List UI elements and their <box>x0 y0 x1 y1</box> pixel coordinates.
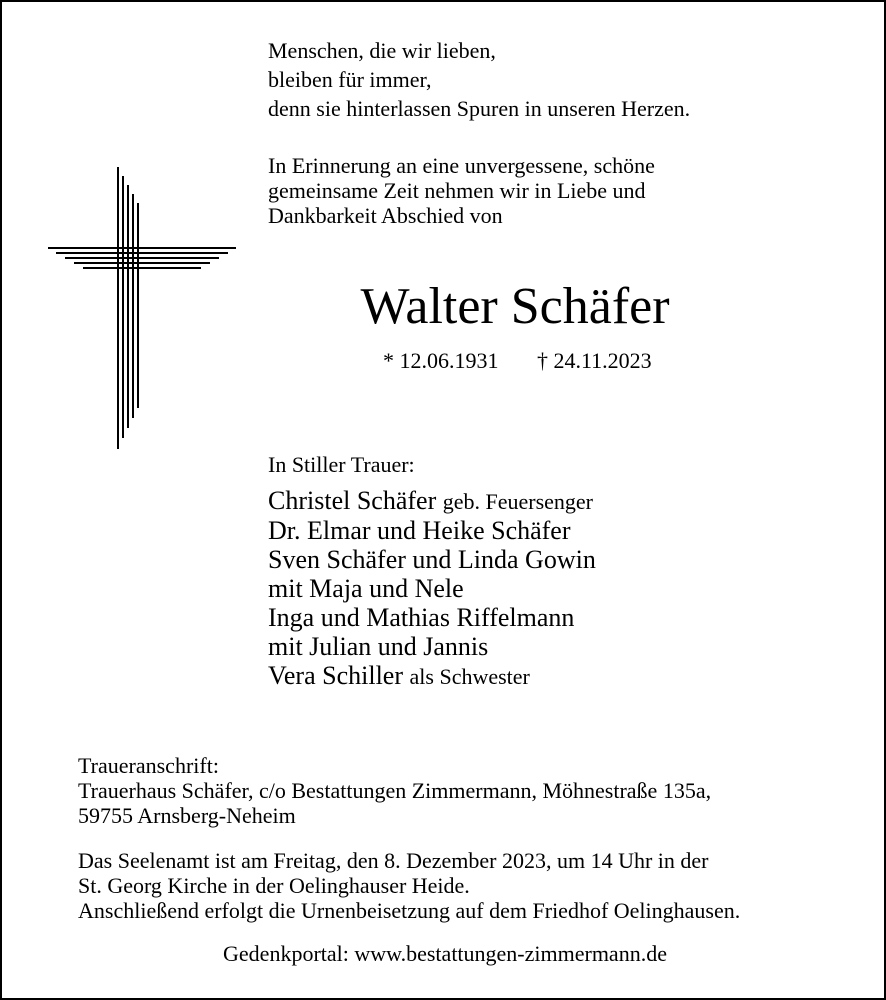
mourner-line <box>268 574 596 603</box>
deceased-name: Walter Schäfer <box>360 278 670 335</box>
birth-date: * 12.06.1931 <box>383 348 499 373</box>
address-line: Trauerhaus Schäfer, c/o Bestattungen Zimmermann, Möhnestraße 135a, <box>78 778 712 803</box>
mourner-line <box>268 486 596 516</box>
address-line: 59755 Arnsberg-Neheim <box>78 803 296 828</box>
mourner-name: Christel Schäfer <box>268 486 437 515</box>
mourner-name: Sven Schäfer und Linda Gowin <box>268 545 596 574</box>
service-line: Das Seelenamt ist am Freitag, den 8. Dezember 2023, um 14 Uhr in der <box>78 848 709 873</box>
mourner-name: Inga und Mathias Riffelmann <box>268 603 575 632</box>
poem-line: Menschen, die wir lieben, <box>268 38 496 63</box>
mourner-name: mit Maja und Nele <box>268 574 464 603</box>
intro-line: gemeinsame Zeit nehmen wir in Liebe und <box>268 178 646 203</box>
mourners-list <box>268 486 596 691</box>
intro-text <box>268 153 655 228</box>
mourner-note: als Schwester <box>409 664 530 689</box>
mourners-heading: In Stiller Trauer: <box>268 452 415 477</box>
memorial-portal: Gedenkportal: www.bestattungen-zimmermann.de <box>223 941 667 966</box>
mourning-address <box>78 753 711 828</box>
poem <box>268 36 690 123</box>
service-line: Anschließend erfolgt die Urnenbeisetzung auf dem Friedhof Oelinghausen. <box>78 898 741 923</box>
service-line: St. Georg Kirche in der Oelinghauser Heide. <box>78 873 470 898</box>
mourner-note: geb. Feuersenger <box>442 489 594 514</box>
poem-line: bleiben für immer, <box>268 67 432 92</box>
death-date: † 24.11.2023 <box>537 348 652 373</box>
service-info <box>78 848 740 923</box>
mourner-line <box>268 603 596 632</box>
mourner-name: mit Julian und Jannis <box>268 632 489 661</box>
mourner-line <box>268 516 596 545</box>
poem-line: denn sie hinterlassen Spuren in unseren Herzen. <box>268 96 691 121</box>
intro-line: Dankbarkeit Abschied von <box>268 203 503 228</box>
mourner-line <box>268 632 596 661</box>
mourner-name: Dr. Elmar und Heike Schäfer <box>268 516 571 545</box>
mourner-line <box>268 661 596 691</box>
mourner-line <box>268 545 596 574</box>
address-label: Traueranschrift: <box>78 753 219 778</box>
intro-line: In Erinnerung an eine unvergessene, schöne <box>268 153 655 178</box>
mourner-name: Vera Schiller <box>268 661 404 690</box>
